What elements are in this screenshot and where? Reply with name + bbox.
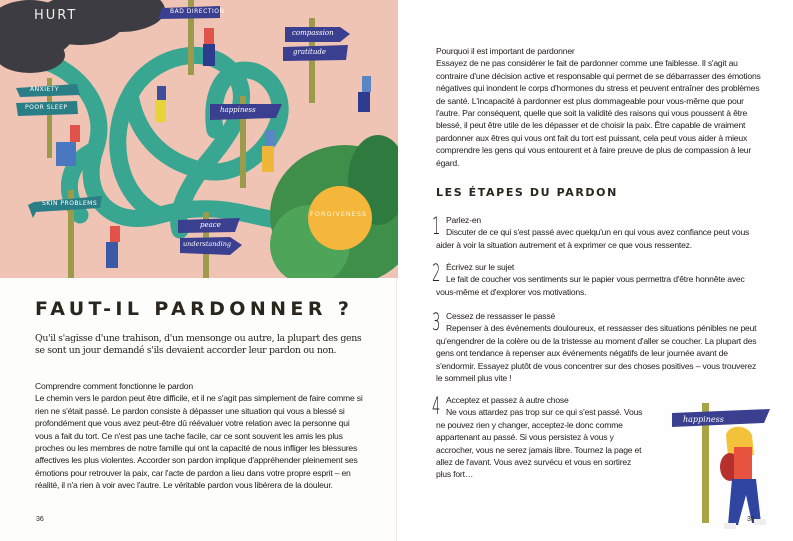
- section-heading: Comprendre comment fonctionne le pardon: [35, 381, 193, 391]
- sign-gratitude: gratitude: [293, 48, 326, 56]
- step-number: 1: [432, 212, 441, 240]
- intro-paragraph: Qu'il s'agisse d'une trahison, d'un mensonge ou autre, la plupart des gens se sont un jour demandé s'ils devaient accorder leur pardon ou non.: [35, 333, 362, 356]
- step-heading: Cessez de ressasser le passé: [446, 311, 556, 321]
- step-heading: Écrivez sur le sujet: [446, 262, 515, 272]
- step-number: 2: [432, 259, 441, 287]
- step-text: Le fait de coucher vos sentiments sur le papier vous permettra d'être honnête avec vous-même et d'explorer vos motivations.: [436, 274, 745, 297]
- section-why-forgive: [436, 45, 762, 169]
- steps-title: LES ÉTAPES DU PARDON: [436, 186, 618, 199]
- step-item: [432, 308, 762, 384]
- sign-bad-direction: BAD DIRECTION: [170, 8, 225, 15]
- page-number-right: 37: [747, 516, 755, 523]
- sign-compassion: compassion: [292, 29, 334, 37]
- step-number: 4: [432, 392, 441, 420]
- section-heading: Pourquoi il est important de pardonner: [436, 46, 575, 56]
- step-heading: Parlez-en: [446, 215, 481, 225]
- step-text: Ne vous attardez pas trop sur ce qui s'est passé. Vous ne pouvez rien y changer, acceptez-le donc comme appartenant au passé. Si vous persistez à vous y accrocher, vous ne serez jamais libre. Tournez la page et allez de l'avant. Vous avez survécu et vous en sortirez plus fort…: [436, 407, 643, 480]
- section-understanding-forgiveness: [35, 380, 367, 492]
- step-item: [432, 392, 646, 481]
- step-heading: Acceptez et passez à autre chose: [446, 395, 569, 405]
- step-text: Discuter de ce qui s'est passé avec quelqu'un en qui vous avez confiance peut vous aider à voir la situation autrement et à exprimer ce que vous ressentez.: [436, 227, 750, 250]
- page-number-left: 36: [36, 516, 44, 523]
- sign-anxiety: ANXIETY: [30, 86, 60, 93]
- section-body: Le chemin vers le pardon peut être difficile, et il ne s'agit pas simplement de faire comme si rien ne s'était passé. Le pardon consiste à dépasser une situation qui vous a blessé si profondément que vous avez peut-être dû réévaluer votre relation avec la personne qui vous a fait du tort. Ce n'est pas une tache facile, car ce sont souvent les amis les plus proches ou les membres de notre famille qui ont la capacité de nous infliger les blessures affectives les plus violentes. Accorder son pardon implique d'appréhender pleinement ses émotions pour retrouver la paix, car l'acte de pardon a lieu dans votre propre esprit – en réalité, il n'a rien à voir avec l'autre. Le véritable pardon vous libérera de la douleur.: [35, 393, 363, 491]
- page-title: FAUT-IL PARDONNER ?: [35, 298, 354, 320]
- corner-sign-happiness: happiness: [683, 415, 724, 424]
- sign-happiness: happiness: [220, 106, 256, 114]
- step-item: [432, 259, 762, 298]
- step-item: [432, 212, 762, 251]
- sun-label-forgiveness: FORGIVENESS: [310, 210, 368, 218]
- sign-skin-problems: SKIN PROBLEMS: [42, 200, 98, 207]
- section-body: Essayez de ne pas considérer le fait de pardonner comme une faiblesse. Il s'agit au contraire d'une décision active et responsable qui permet de se débarrasser des émotions négatives qui inondent le corps d'hormones du stress et peuvent entraîner des problèmes de santé. L'incapacité à pardonner est plus dommageable pour vous-même que pour l'autre. Par conséquent, quelle que soit la validité des raisons qui vous poussent à être blessé, il peut être utile de les dépasser et de choisir la paix. Être capable de vraiment pardonner aux êtres qui vous ont fait du tort est puissant, cela peut vous aider à mieux comprendre les gens qui vous entourent et à faire preuve de plus de compassion à leur égard.: [436, 58, 761, 168]
- illustration-artwork: [0, 0, 398, 278]
- cloud-label-hurt: HURT: [34, 8, 78, 23]
- sign-peace: peace: [200, 221, 221, 229]
- step-number: 3: [432, 308, 441, 336]
- sign-poor-sleep: POOR SLEEP: [25, 104, 68, 111]
- forgiveness-path-illustration: [0, 0, 398, 278]
- sign-understanding: understanding: [183, 240, 232, 248]
- step-text: Repenser à des événements douloureux, et ressasser des situations pénibles ne peut qu'engendrer de la colère ou de la tristesse au moment d'aller se coucher. La plupart des gens ont tendance à repenser aux événements négatifs de leur journée avant de s'endormir. Essayez plutôt de vous concentrer sur des choses positives – vous trouverez le sommeil plus vite !: [436, 323, 757, 384]
